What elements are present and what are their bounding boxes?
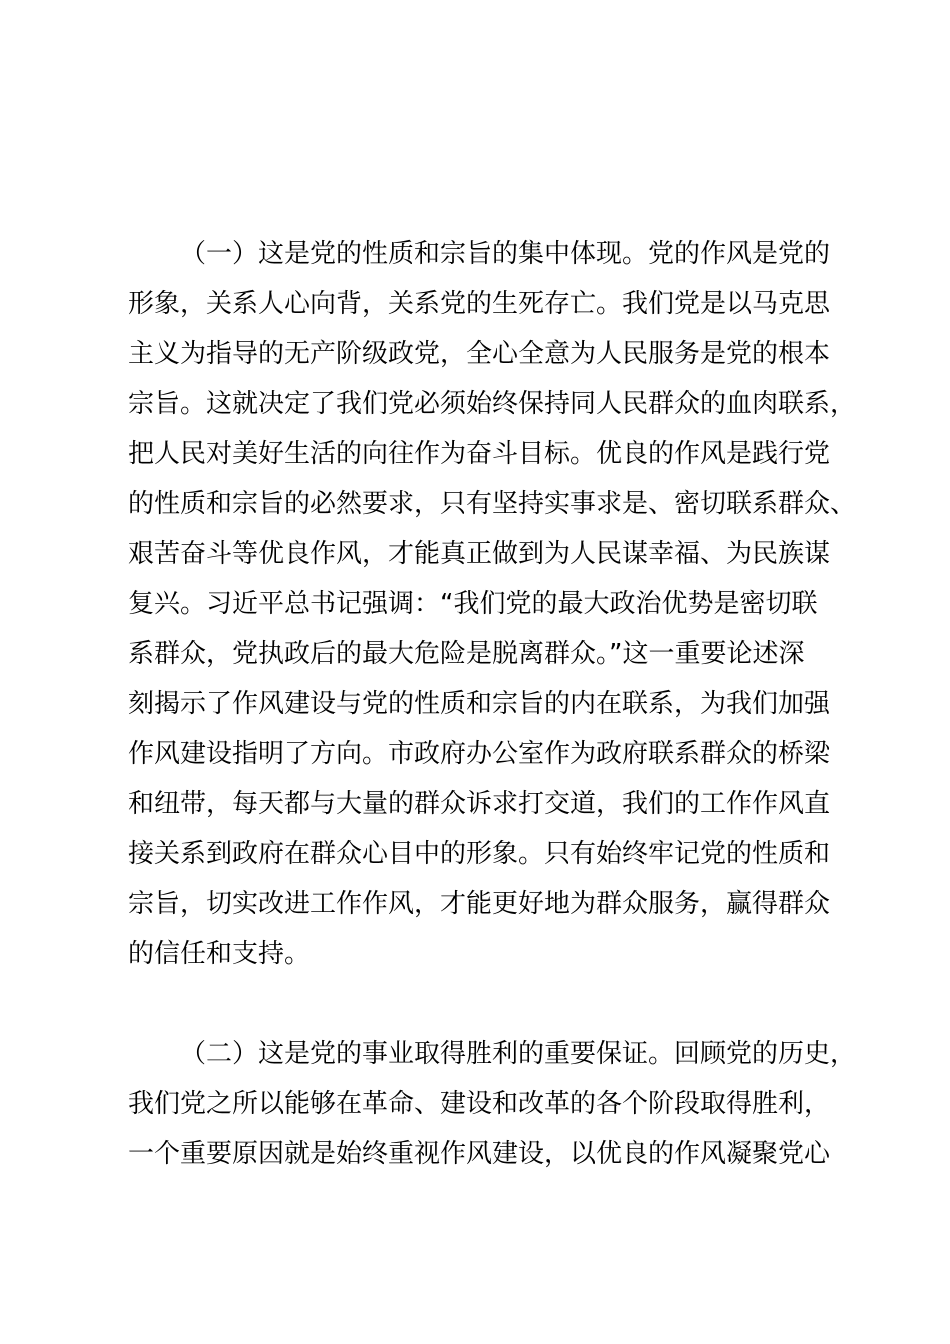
paragraph-line: 作风建设指明了方向。市政府办公室作为政府联系群众的桥梁 [128,739,831,769]
paragraph-line: 主义为指导的无产阶级政党，全心全意为人民服务是党的根本 [128,339,831,369]
paragraph-line: 艰苦奋斗等优良作风，才能真正做到为人民谋幸福、为民族谋 [128,539,831,569]
paragraph-line: 宗旨，切实改进工作作风，才能更好地为群众服务，赢得群众 [128,889,831,919]
paragraph-line: 我们党之所以能够在革命、建设和改革的各个阶段取得胜利， [128,1089,831,1119]
paragraph-line: 一个重要原因就是始终重视作风建设，以优良的作风凝聚党心 [128,1139,831,1169]
paragraph-line: 把人民对美好生活的向往作为奋斗目标。优良的作风是践行党 [128,439,831,469]
paragraph-line: 的性质和宗旨的必然要求，只有坚持实事求是、密切联系群众、 [128,489,857,519]
paragraph-line: （二）这是党的事业取得胜利的重要保证。回顾党的历史， [180,1039,857,1069]
paragraph-line: 和纽带，每天都与大量的群众诉求打交道，我们的工作作风直 [128,789,831,819]
paragraph-1 [128,229,857,979]
paragraph-line: 系群众，党执政后的最大危险是脱离群众。”这一重要论述深 [128,639,805,669]
paragraph-2 [128,1029,857,1179]
paragraph-line: 复兴。习近平总书记强调：“我们党的最大政治优势是密切联 [128,589,818,619]
paragraph-line: 形象，关系人心向背，关系党的生死存亡。我们党是以马克思 [128,289,831,319]
paragraph-line: 宗旨。这就决定了我们党必须始终保持同人民群众的血肉联系， [128,389,857,419]
paragraph-line: 接关系到政府在群众心目中的形象。只有始终牢记党的性质和 [128,839,831,869]
paragraph-line: 的信任和支持。 [128,939,311,969]
paragraph-line: （一）这是党的性质和宗旨的集中体现。党的作风是党的 [180,239,831,269]
paragraph-line: 刻揭示了作风建设与党的性质和宗旨的内在联系，为我们加强 [128,689,831,719]
